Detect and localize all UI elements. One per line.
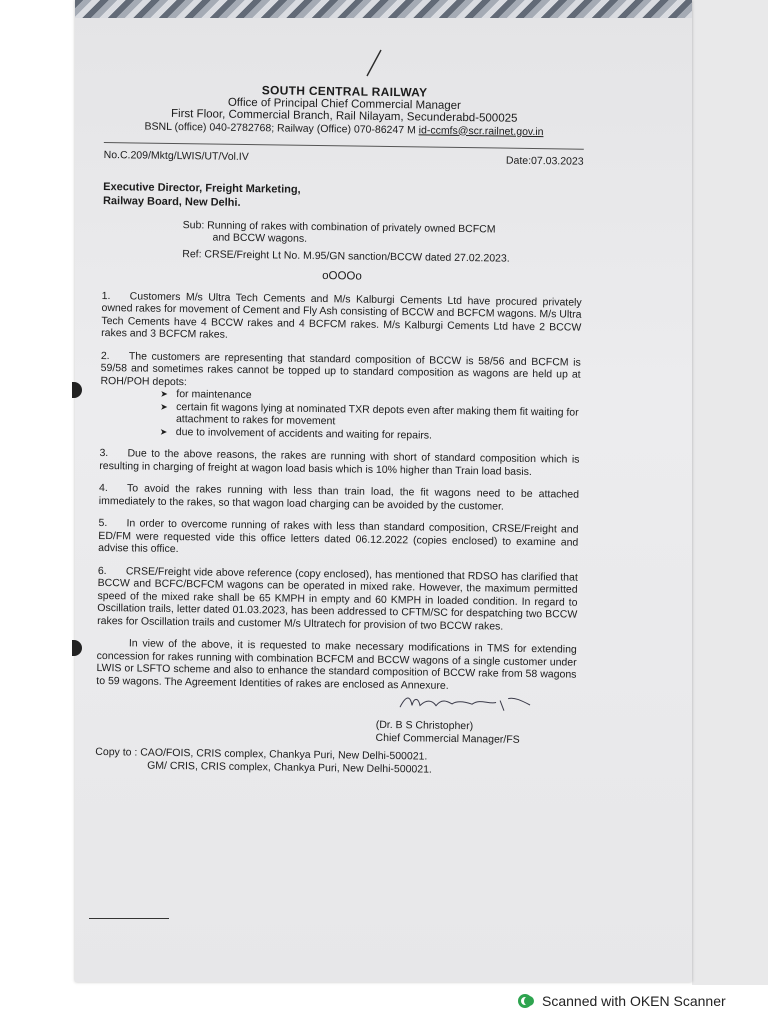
letter-body [95,60,585,778]
copy-to [95,746,575,778]
paragraph-text: CRSE/Freight vide above reference (copy enclosed), has mentioned that RDSO has clarified that BCCW and BCFC/BCFCM wagons can be operated in mixed rake. However, the maximum permitted speed of the mixed rake shall be 65 KMPH in empty and 60 KMPH in loaded condition. In regard to Oscillation trails, letter dated 01.03.2023, has been addressed to CFTM/SC for despatching two BCCW rakes for Oscillation trails and customer M/s Ultratech for provision of two BCCW rakes. [97,564,578,633]
oken-logo-icon [518,992,536,1010]
separator: oOOOo [322,270,362,283]
closing-paragraph: In view of the above, it is requested to make necessary modifications in TMS for extending concession for rakes running with combination BCFCM and BCCW wagons of a single customer under LWIS or LSFTO scheme and also to enhance the standard composition of BCCW rake from 58 wagons to 59 wagons. The Agreement Identities of rakes are enclosed as Annexure. [96,637,577,692]
copy-to-line-1: Copy to : CAO/FOIS, CRIS complex, Chankya Puri, New Delhi-500021. [95,745,428,763]
paragraph-text: Due to the above reasons, the rakes are running with short of standard composition which is resulting in charging of freight at wagon load basis which is 10% higher than Train load basis. [99,447,580,478]
paragraph-number: 2. [100,349,110,362]
addressee-line-2: Railway Board, New Delhi. [102,194,241,209]
signatory-title: Chief Commercial Manager/FS [375,731,520,746]
scanner-watermark [518,990,726,1012]
list-item: ➤ for maintenance [160,388,252,402]
reasons-list [100,387,581,444]
scanner-text: Scanned with OKEN Scanner [542,993,726,1009]
letter-date: Date:07.03.2023 [505,154,584,168]
list-item: ➤ certain fit wagons lying at nominated TXR depots even after making them fit waiting for attachment to rakes for movement [160,400,579,428]
paragraph-number: 3. [99,446,109,460]
org-name: SOUTH CENTRAL RAILWAY [261,83,428,100]
paragraph-4 [99,482,579,514]
office-name: Office of Principal Chief Commercial Manager [227,96,462,112]
left-margin [0,0,76,985]
arrow-bullet-icon: ➤ [160,401,168,412]
arrow-bullet-icon: ➤ [159,426,168,437]
email-link[interactable]: id-ccmfs@scr.railnet.gov.in [418,123,544,138]
reference-row [104,149,584,168]
contact-numbers: BSNL (office) 040-2782768; Railway (Office) 070-86247 M [144,120,416,136]
paragraph-number: 1. [101,289,111,302]
addressee-line-1: Executive Director, Freight Marketing, [103,180,301,196]
scanned-letter [75,0,692,982]
paragraph-3 [99,447,579,479]
paragraph-text: The customers are representing that standard composition of BCCW is 58/56 and BCFCM is 59/58 and sometimes rakes cannot be topped up to standard composition as wagons are held up at ROH/POH depots: [100,349,581,388]
right-margin [692,0,768,985]
paragraph-number: 6. [97,564,107,577]
arrow-bullet-icon: ➤ [160,388,168,399]
handwritten-signature [396,691,536,717]
paragraph-number: 5. [98,516,108,530]
paragraph-5 [98,517,578,561]
addressee [103,179,583,214]
reference-line: Ref: CRSE/Freight Lt No. M.95/GN sanction/BCCW dated 27.02.2023. [182,247,510,265]
reference-number: No.C.209/Mktg/LWIS/UT/Vol.IV [103,148,249,164]
paragraph-text: Customers M/s Ultra Tech Cements and M/s Kalburgi Cements Ltd have procured privately owned rakes for movement of Cement and Fly Ash consisting of BCCW and BCFCM wagons. M/s Ultra Tech Cements have 4 BCCW rakes and 4 BCFCM rakes. M/s Kalburgi Cements Ltd have 2 BCCW rakes and 3 BCFCM rakes. [101,289,582,341]
paragraph-6 [97,564,578,633]
binding-strip [75,0,692,18]
paragraph-1 [101,289,582,346]
letterhead [104,82,585,139]
list-item: ➤ due to involvement of accidents and waiting for repairs. [159,425,433,442]
office-address: First Floor, Commercial Branch, Rail Nilayam, Secunderabd-500025 [170,107,518,125]
header-divider [104,142,584,150]
signature-block [375,705,576,747]
paragraph-text: In order to overcome running of rakes with less than standard composition, CRSE/Freight and ED/FM were requested vide this office letters dated 06.12.2022 (copies enclosed) to examine and advise this office. [98,517,579,556]
subject-line-2: and BCCW wagons. [212,231,308,245]
paragraph-number: 4. [98,481,108,495]
signatory-name: (Dr. B S Christopher) [375,718,474,733]
copy-to-line-2: GM/ CRIS, CRIS complex, Chankya Puri, New Delhi-500021. [147,759,432,776]
subject-line-1: Sub: Running of rakes with combination of privately owned BCFCM [182,218,496,235]
paragraph-text: To avoid the rakes running with less than train load, the fit wagons need to be attached immediately to the rakes, so that wagon load charging can be avoided by the customer. [98,482,580,513]
subject [182,219,582,250]
footer-rule [89,918,169,919]
